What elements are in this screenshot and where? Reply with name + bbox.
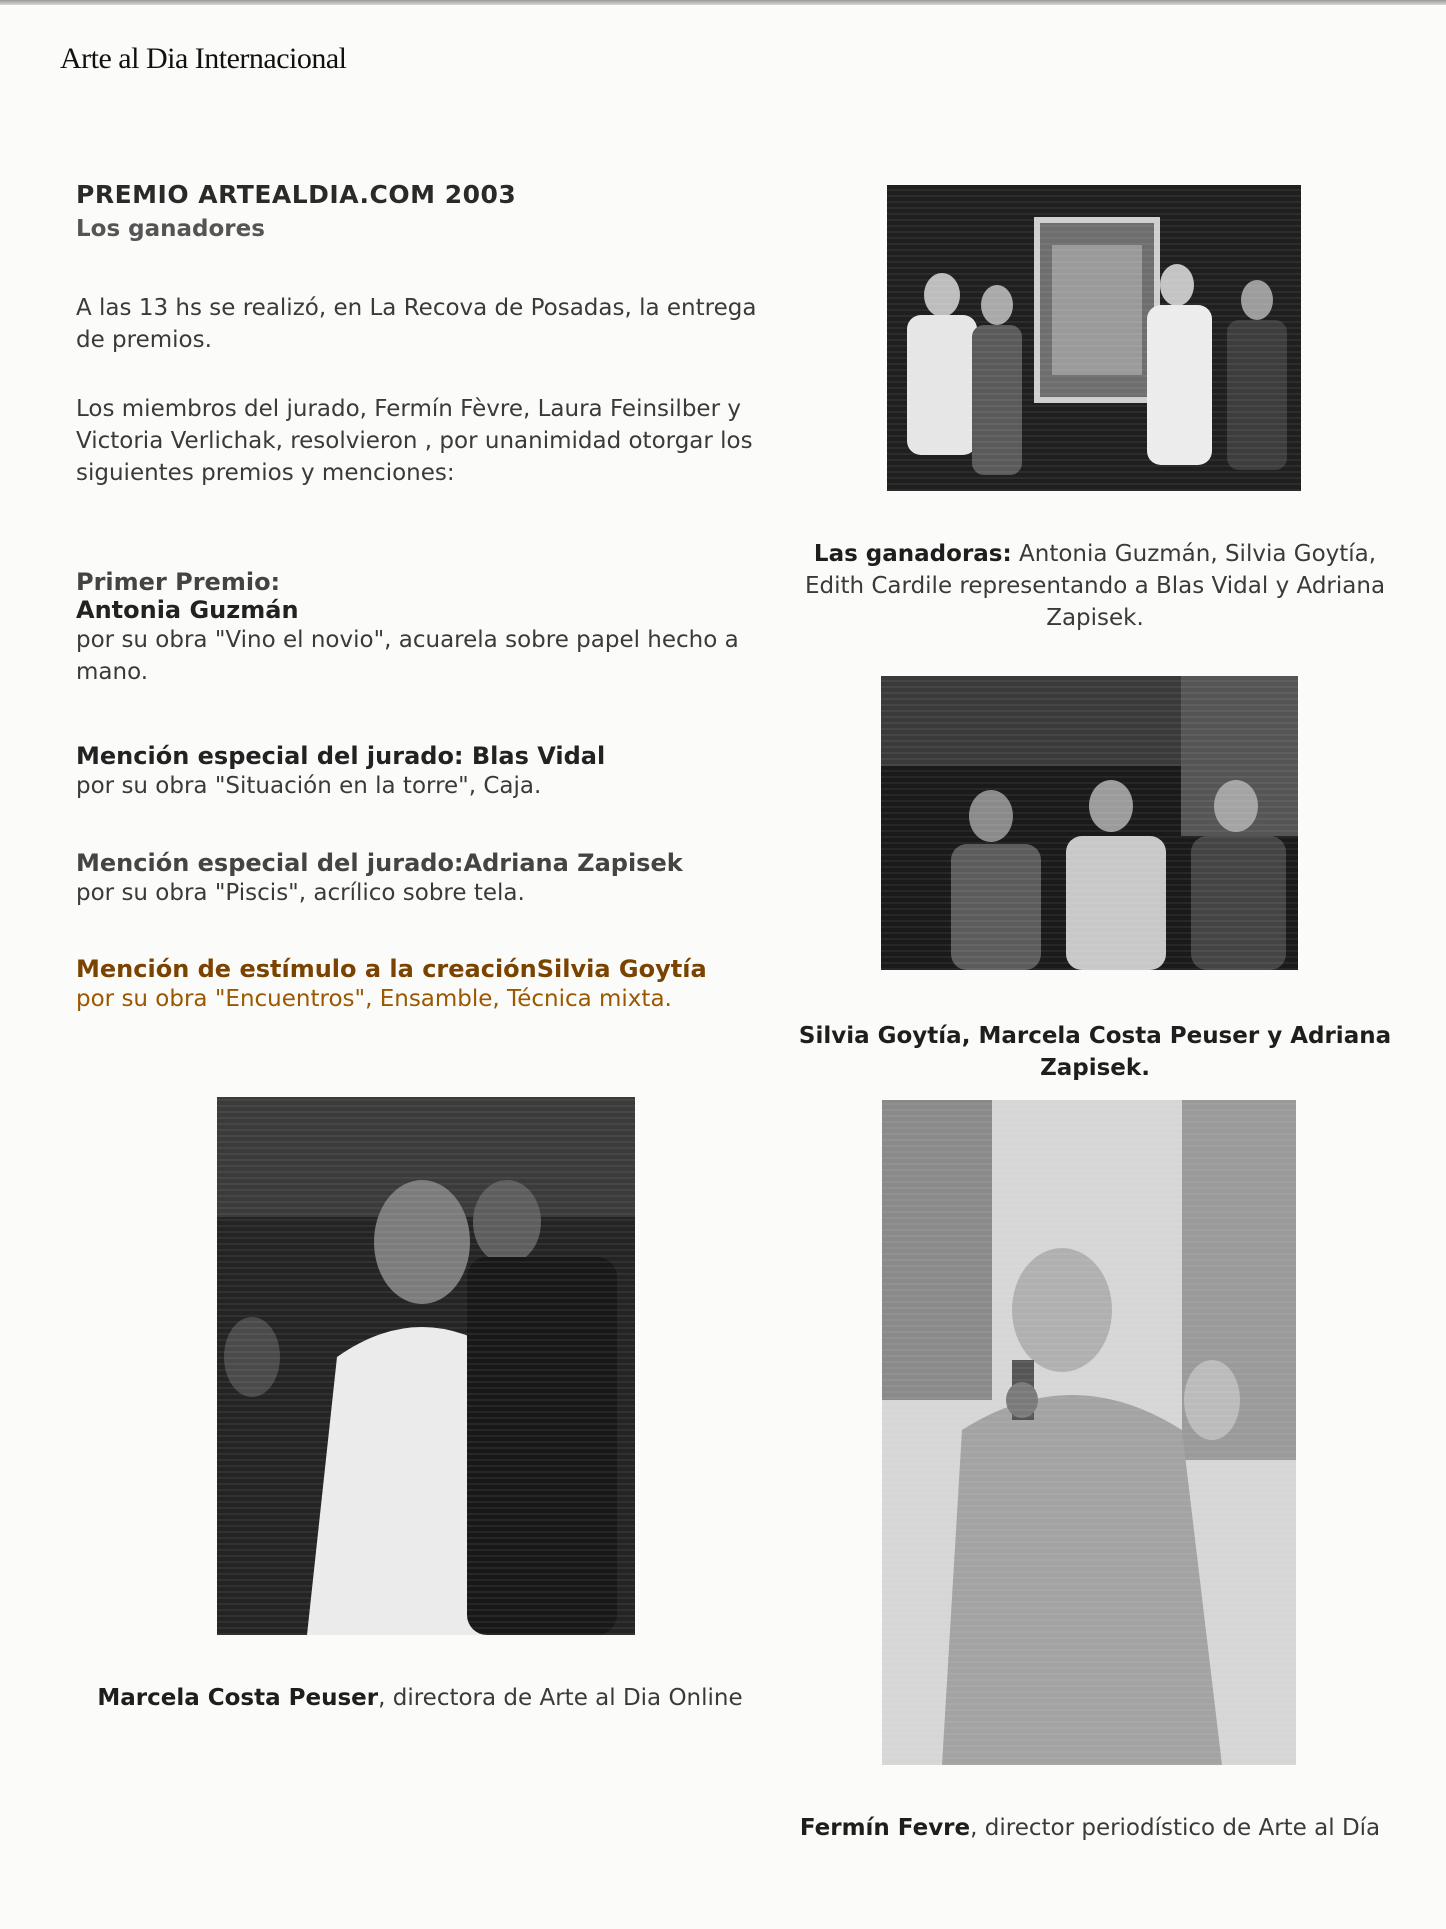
mention3-label: Mención de estímulo a la creaciónSilvia Goytía <box>76 955 707 983</box>
mention1-label: Mención especial del jurado: Blas Vidal <box>76 742 606 770</box>
trio-caption <box>790 1020 1400 1084</box>
mention3-block <box>76 955 716 1015</box>
fevre-caption-text: , director periodístico de Arte al Día <box>970 1815 1381 1841</box>
marcela-costa-peuser-photo <box>217 1097 635 1635</box>
mention2-label: Mención especial del jurado:Adriana Zapisek <box>76 849 683 877</box>
winners-photo <box>887 185 1301 491</box>
mention2-work: por su obra "Piscis", acrílico sobre tela. <box>76 880 525 906</box>
scan-top-edge <box>0 0 1446 5</box>
goytia-peuser-zapisek-photo <box>881 676 1298 970</box>
peuser-caption-bold: Marcela Costa Peuser <box>97 1685 379 1711</box>
winners-caption-text: Antonia Guzmán, Silvia Goytía, Edith Cardile representando a Blas Vidal y Adriana Zapisek. <box>804 541 1386 631</box>
fevre-caption-bold: Fermín Fevre <box>799 1815 971 1841</box>
first-prize-name: Antonia Guzmán <box>76 596 299 624</box>
fermin-fevre-photo <box>882 1100 1296 1765</box>
fevre-caption <box>790 1812 1390 1844</box>
first-prize-block <box>76 568 776 688</box>
mention1-work: por su obra "Situación en la torre", Caja. <box>76 773 542 799</box>
winners-caption-bold: Las ganadoras: <box>813 541 1012 567</box>
trio-caption-bold: Silvia Goytía, Marcela Costa Peuser y Adriana Zapisek. <box>798 1023 1392 1081</box>
jury-paragraph: Los miembros del jurado, Fermín Fèvre, Laura Feinsilber y Victoria Verlichak, resolvieron , por unanimidad otorgar los siguientes premios y menciones: <box>76 396 753 486</box>
article-title: PREMIO ARTEALDIA.COM 2003 <box>76 180 517 209</box>
peuser-caption-text: , directora de Arte al Dia Online <box>378 1685 743 1711</box>
article-subtitle: Los ganadores <box>76 216 265 242</box>
masthead: Arte al Dia Internacional <box>60 42 347 75</box>
winners-caption <box>790 538 1400 634</box>
mention1-block <box>76 742 796 802</box>
peuser-caption <box>70 1682 770 1714</box>
intro-paragraph: A las 13 hs se realizó, en La Recova de Posadas, la entrega de premios. <box>76 295 757 353</box>
mention3-work: por su obra "Encuentros", Ensamble, Técnica mixta. <box>76 986 672 1012</box>
first-prize-work: por su obra "Vino el novio", acuarela sobre papel hecho a mano. <box>76 627 739 685</box>
mention2-block <box>76 849 796 909</box>
first-prize-label: Primer Premio: <box>76 568 281 596</box>
